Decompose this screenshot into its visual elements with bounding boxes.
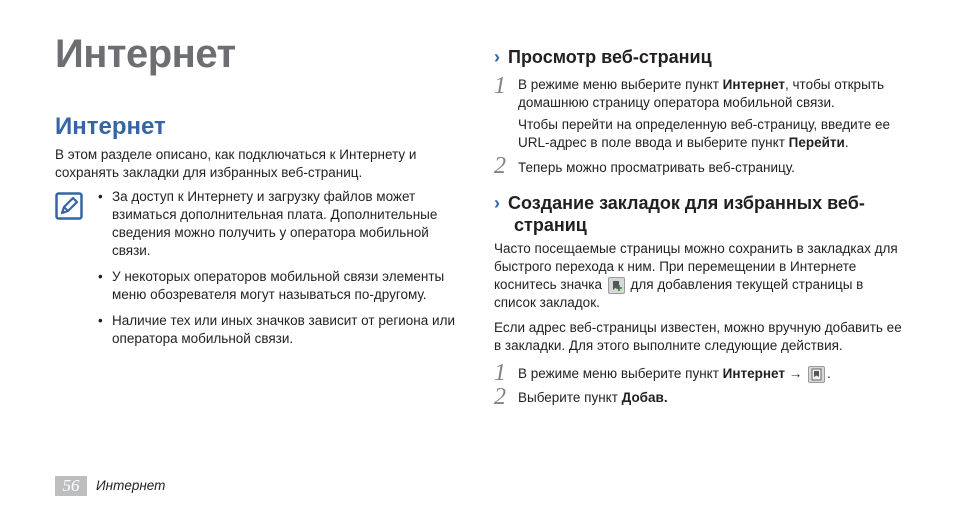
chapter-title: Интернет <box>55 32 236 76</box>
step-number: 1 <box>494 73 506 99</box>
note-text: За доступ к Интернету и загрузку файлов может взиматься дополнительная плата. Дополнительные сведения можно получить у оператора мобильной связи. <box>112 189 438 258</box>
bookmarks-step1-text: В режиме меню выберите пункт Интернет → . <box>518 366 831 381</box>
browse-step1-subtext: Чтобы перейти на определенную веб-страницу, введите ее URL-адрес в поле ввода и выберите пункт Перейти. <box>518 117 890 150</box>
add-bookmark-icon <box>608 277 625 294</box>
bullet: • <box>98 269 103 284</box>
list-item <box>96 268 466 304</box>
bookmarks-heading <box>494 192 914 236</box>
note-pen-icon <box>55 192 83 220</box>
bullet: • <box>98 313 103 328</box>
browse-step2-text: Теперь можно просматривать веб-страницу. <box>518 160 795 175</box>
menu-item-internet: Интернет <box>722 366 785 381</box>
bookmarks-step2-text: Выберите пункт Добав. <box>518 390 668 405</box>
browse-heading-text: Просмотр веб-страниц <box>508 47 712 67</box>
step-number: 1 <box>494 360 506 386</box>
page-number: 56 <box>55 476 87 496</box>
menu-item-go: Перейти <box>788 135 845 150</box>
browse-heading <box>494 46 712 68</box>
menu-item-add: Добав. <box>621 390 668 405</box>
bookmarks-heading-line1: Создание закладок для избранных веб- <box>508 193 865 213</box>
footer-chapter-label: Интернет <box>96 478 166 493</box>
list-item <box>96 312 466 348</box>
menu-item-internet: Интернет <box>722 77 785 92</box>
bookmarks-menu-icon <box>808 366 825 383</box>
browse-step1-text: В режиме меню выберите пункт Интернет, чтобы открыть домашнюю страницу оператора мобильной связи. <box>518 77 884 110</box>
note-list <box>96 188 466 356</box>
chevron-right-icon: › <box>494 47 500 67</box>
list-item <box>96 188 466 260</box>
chevron-right-icon: › <box>494 193 500 213</box>
step-number: 2 <box>494 384 506 410</box>
note-text: Наличие тех или иных значков зависит от региона или оператора мобильной связи. <box>112 313 455 346</box>
note-text: У некоторых операторов мобильной связи элементы меню обозревателя могут называться по-другому. <box>112 269 445 302</box>
bullet: • <box>98 189 103 204</box>
intro-paragraph: В этом разделе описано, как подключаться к Интернету и сохранять закладки для избранных веб-страниц. <box>55 147 417 180</box>
bookmarks-paragraph-1: Часто посещаемые страницы можно сохранить в закладках для быстрого перехода к ним. При перемещении в Интернете коснитесь значка для добавления текущей страницы в список закладок. <box>494 241 898 310</box>
step-number: 2 <box>494 153 506 179</box>
section-title: Интернет <box>55 113 166 140</box>
bookmarks-heading-line2: страниц <box>514 215 587 235</box>
bookmarks-paragraph-2: Если адрес веб-страницы известен, можно вручную добавить ее в закладки. Для этого выполните следующие действия. <box>494 320 902 353</box>
